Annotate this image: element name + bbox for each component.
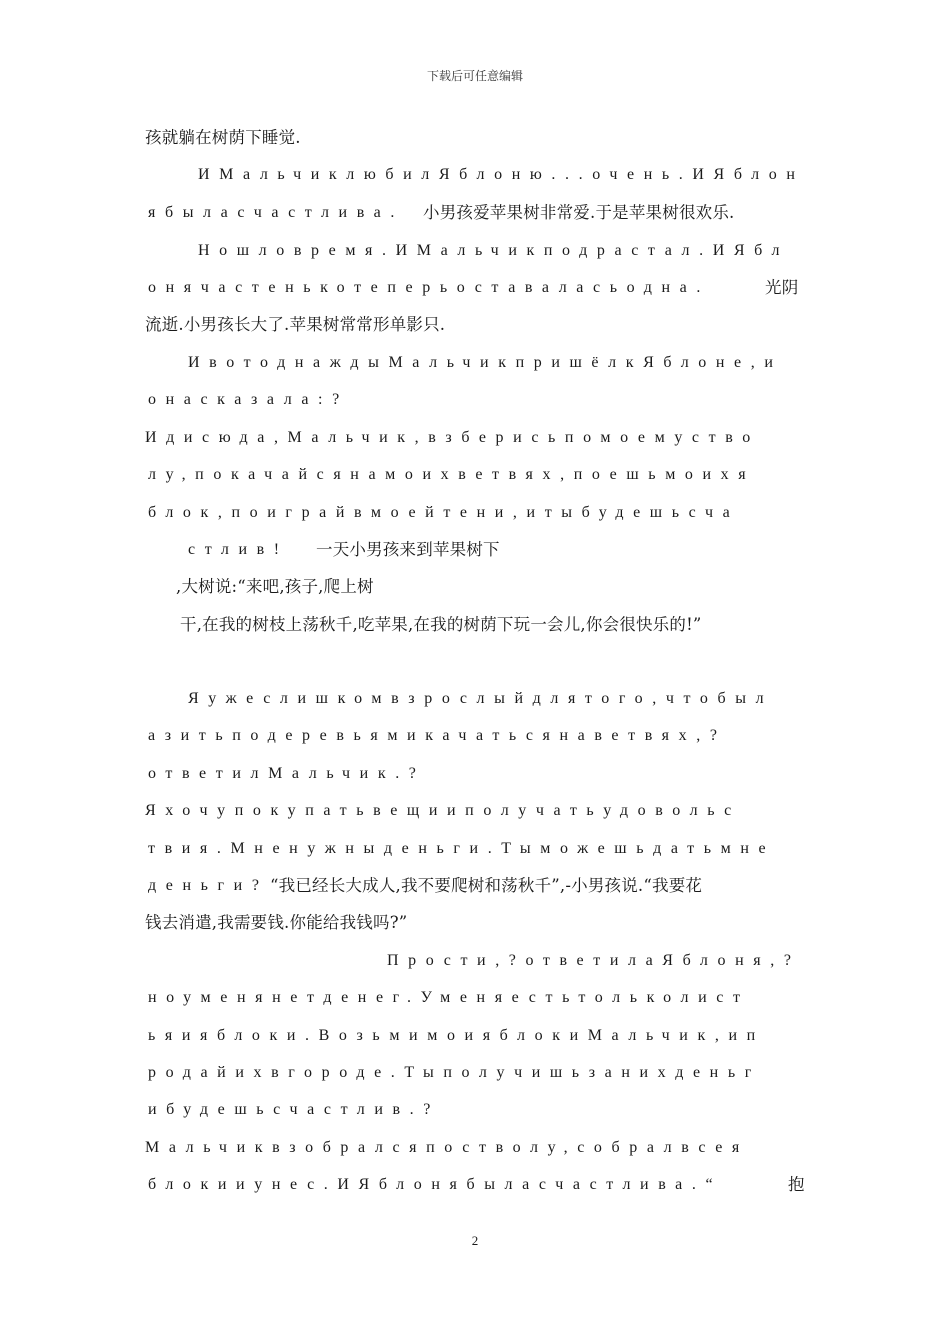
text-line: онячастенькотеперьоставаласьодна. bbox=[148, 279, 710, 296]
text-line: стлив! bbox=[188, 541, 289, 558]
text-line: азитьподеревьямикачатьсянаветвях,? bbox=[148, 727, 727, 744]
text-line: Прости,?ответилаЯблоня,? bbox=[387, 952, 801, 969]
text-line: 小男孩爱苹果树非常爱.于是苹果树很欢乐. bbox=[423, 203, 735, 222]
text-line: 孩就躺在树荫下睡觉. bbox=[145, 128, 301, 147]
text-line: Идисюда,Мальчик,взберисьпомоемуство bbox=[145, 429, 760, 446]
text-line: Ношловремя.ИМальчикподрастал.ИЯбл bbox=[198, 242, 790, 259]
page-number: 2 bbox=[471, 1233, 479, 1248]
text-line: ИМальчиклюбилЯблоню...очень.ИЯблон bbox=[198, 166, 805, 183]
text-line: 流逝.小男孩长大了.苹果树常常形单影只. bbox=[145, 315, 446, 334]
text-line: твия.Мненужныденьги.Тыможешьдатьмне bbox=[148, 840, 776, 857]
text-line: 抱 bbox=[788, 1175, 805, 1194]
text-line: деньги? bbox=[148, 877, 269, 894]
text-line: блокииунес.ИЯблонябыласчастлива.“ bbox=[148, 1176, 723, 1193]
text-line: ябыласчастлива. bbox=[148, 204, 404, 221]
text-line: 一天小男孩来到苹果树下 bbox=[316, 540, 500, 559]
text-line: ИвотоднаждыМальчикпришёлкЯблоне,и bbox=[188, 354, 783, 371]
text-line: родайихвгороде.Тыполучишьзанихденьг bbox=[148, 1064, 761, 1081]
text-line: ноуменянетденег.Уменяестьтольколист bbox=[148, 989, 750, 1006]
text-line: Мальчиквзобралсяпостволу,собралвсея bbox=[145, 1139, 749, 1156]
text-line: блок,поиграйвмоейтени,итыбудешьсча bbox=[148, 504, 740, 521]
text-line: ,大树说:“来吧,孩子,爬上树 bbox=[176, 577, 374, 596]
text-line: 光阴 bbox=[765, 278, 799, 297]
page-header: 下载后可任意编辑 bbox=[426, 69, 523, 83]
text-line: 钱去消遣,我需要钱.你能给我钱吗?” bbox=[145, 913, 408, 932]
text-line: ибудешьсчастлив.? bbox=[148, 1101, 440, 1118]
text-line: ответилМальчик.? bbox=[148, 765, 426, 782]
text-line: ьяияблоки.ВозьмимоияблокиМальчик,ип bbox=[148, 1027, 765, 1044]
text-line: Яужеслишкомвзрослыйдлятого,чтобыл bbox=[188, 690, 774, 707]
text-line: “我已经长大成人,我不要爬树和荡秋千”,-小男孩说.“我要花 bbox=[270, 876, 703, 895]
text-line: онасказала:? bbox=[148, 391, 349, 408]
text-line: лу,покачайсянамоихветвях,поешьмоихя bbox=[148, 466, 756, 483]
text-line: 干,在我的树枝上荡秋千,吃苹果,在我的树荫下玩一会儿,你会很快乐的!” bbox=[180, 615, 702, 634]
text-line: Яхочупокупатьвещииполучатьудовольс bbox=[145, 802, 741, 819]
